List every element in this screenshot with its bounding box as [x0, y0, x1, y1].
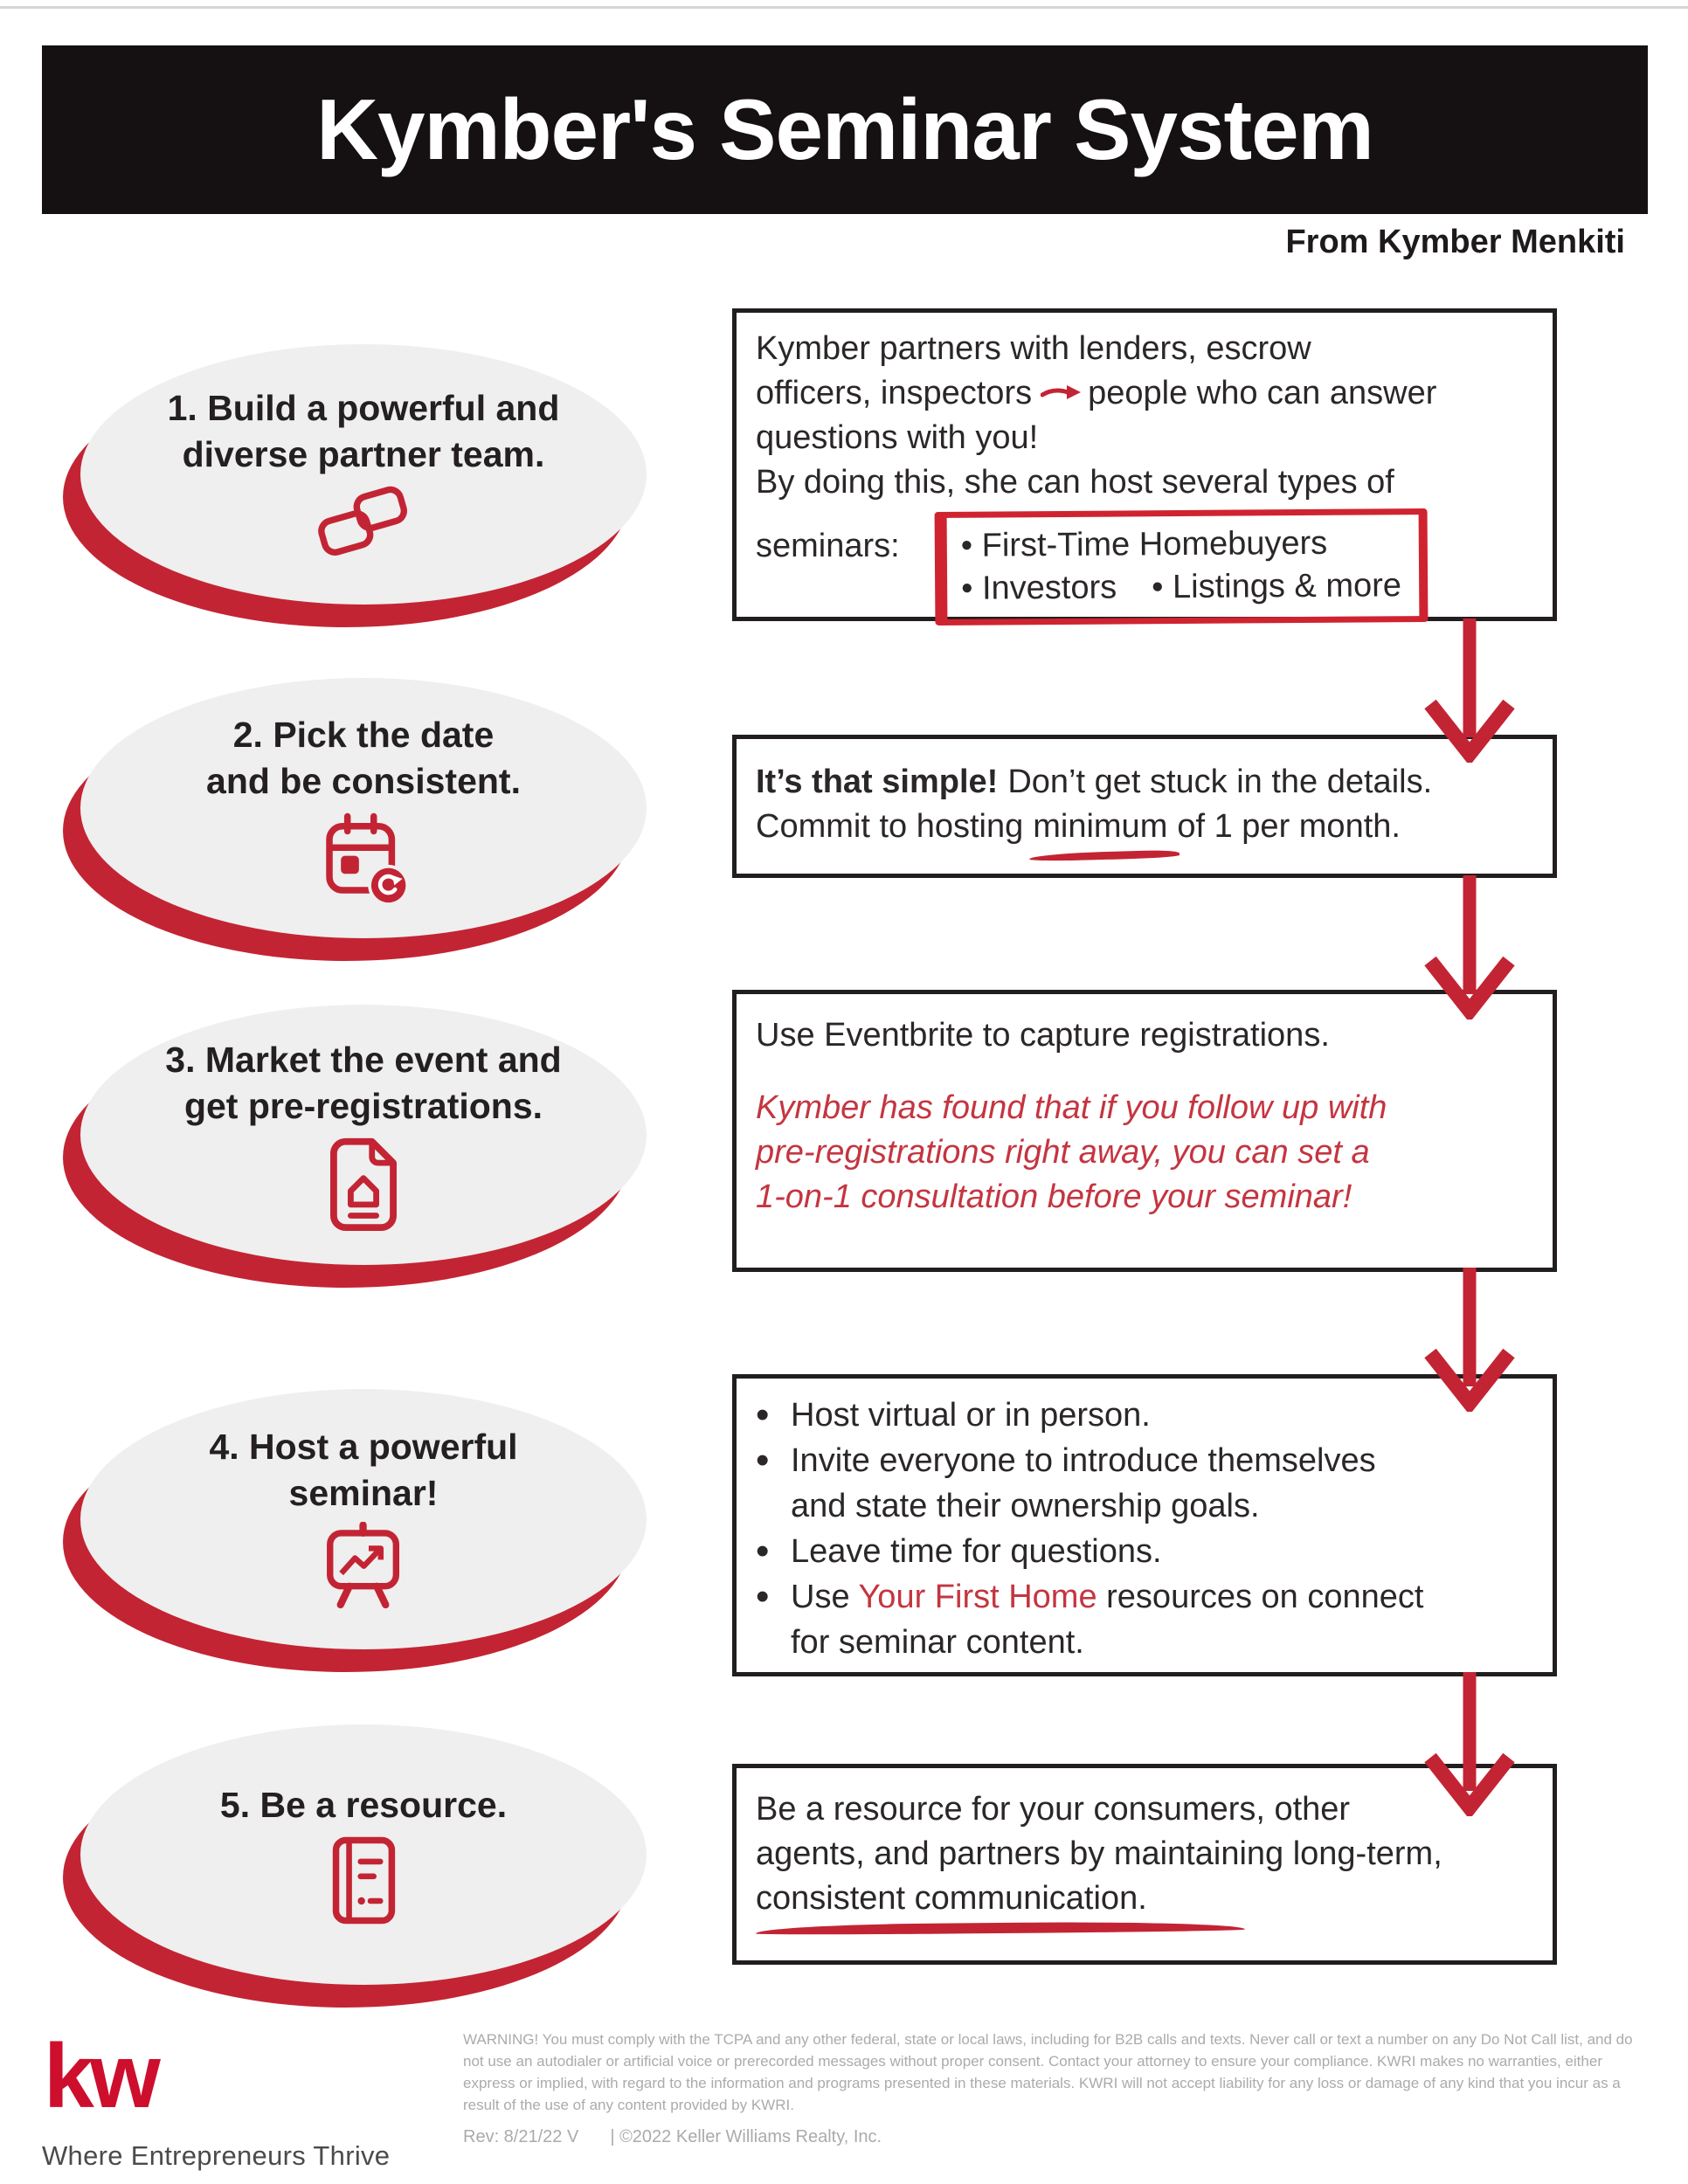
your-first-home-reference: Your First Home — [858, 1579, 1097, 1615]
step-4-label-line2: seminar! — [288, 1473, 439, 1513]
box1-line2-before: officers, inspectors — [756, 375, 1033, 411]
revision-date: Rev: 8/21/22 V — [463, 2127, 579, 2146]
seminar-type-1: • First-Time Homebuyers — [960, 524, 1328, 564]
seminar-type-row2 — [961, 564, 1401, 611]
box4-bullet-2-line2: and state their ownership goals. — [791, 1488, 1260, 1524]
book-icon — [324, 1834, 403, 1928]
step-3-detail-box — [732, 990, 1557, 1272]
flow-arrow-3-icon — [1417, 1268, 1522, 1412]
box4-bullet-3 — [756, 1529, 1535, 1574]
step-4-label — [209, 1424, 517, 1517]
kw-logo: kw — [44, 2026, 156, 2127]
step-4-bubble — [80, 1389, 647, 1649]
step-2-label — [206, 712, 521, 805]
box4-bullet-4-post: resources on connect — [1106, 1579, 1424, 1615]
step-2-content — [80, 678, 647, 938]
seminar-type-3: • Listings & more — [1151, 567, 1401, 606]
top-divider — [0, 6, 1688, 9]
step-1-label-line2: diverse partner team. — [182, 434, 545, 474]
kw-tagline: Where Entrepreneurs Thrive — [42, 2140, 391, 2171]
revision-line — [463, 2127, 882, 2147]
box1-seminars-label: seminars: — [756, 528, 900, 564]
box2-line1 — [756, 760, 1535, 805]
flow-arrow-2-icon — [1417, 875, 1522, 1019]
box4-bullet-4 — [756, 1574, 1535, 1665]
box4-bullet-3-text: Leave time for questions. — [791, 1533, 1162, 1570]
step-4-detail-box — [732, 1374, 1557, 1676]
bullet-dot: • — [756, 1393, 770, 1436]
box5-line2: agents, and partners by maintaining long-term, — [756, 1835, 1442, 1872]
step-5-bubble — [80, 1724, 647, 1985]
box4-bullet-4-line1 — [791, 1574, 1535, 1620]
compliance-warning-text: WARNING! You must comply with the TCPA and any other federal, state or local laws, including for B2B calls and texts. Never call or text a number on any Do Not Call list, and do not use an autodialer or artificial voice or prerecorded messages without proper consent. Contact your attorney to ensure your compliance. KWRI makes no warranties, either express or implied, with regard to the information and programs presented in these materials. KWRI will not accept liability for any loss or damage of any kind that you incur as a result of the use of any content provided by KWRI. — [463, 2031, 1633, 2113]
box4-bullet-4-text — [791, 1574, 1535, 1665]
bullet-dot: • — [756, 1530, 770, 1572]
right-arrow-icon — [1041, 381, 1081, 404]
bullet-dot: • — [756, 1439, 770, 1482]
box3-tip-line2: pre-registrations right away, you can set a — [756, 1134, 1370, 1171]
flow-arrow-4-icon — [1417, 1672, 1522, 1816]
step-3-bubble — [80, 1005, 647, 1265]
step-5-label-line1: 5. Be a resource. — [219, 1784, 508, 1825]
step-1-label-line1: 1. Build a powerful and — [167, 388, 560, 428]
box2-line2 — [756, 805, 1535, 849]
header-bar — [42, 45, 1648, 214]
step-1-content — [80, 344, 647, 605]
box5-line1: Be a resource for your consumers, other — [756, 1791, 1351, 1828]
box4-bullet-2-line1: Invite everyone to introduce themselves — [791, 1442, 1376, 1479]
box1-seminars-row — [756, 510, 1535, 624]
step-1-label — [168, 385, 560, 478]
box3-tip-note — [756, 1086, 1535, 1220]
box2-bold-lead: It’s that simple! — [756, 764, 999, 800]
bullet-dot: • — [756, 1575, 770, 1618]
box1-line3: questions with you! — [756, 419, 1039, 456]
box2-line1-rest: Don’t get stuck in the details. — [1007, 764, 1433, 800]
copyright-notice: | ©2022 Keller Williams Realty, Inc. — [610, 2127, 882, 2146]
presentation-chart-icon — [317, 1522, 410, 1614]
red-brush-underline — [756, 1921, 1245, 1936]
step-4-content — [80, 1389, 647, 1649]
step-2-label-line2: and be consistent. — [206, 761, 521, 801]
box4-bullet-2 — [756, 1438, 1535, 1529]
calendar-repeat-icon — [316, 810, 411, 904]
step-3-label-line1: 3. Market the event and — [165, 1040, 562, 1080]
box2-line2-end: of 1 per month. — [1177, 808, 1401, 845]
box1-line2 — [756, 371, 1535, 416]
box3-tip-line3: 1-on-1 consultation before your seminar! — [756, 1178, 1352, 1215]
box2-underlined-word: minimum — [1033, 805, 1167, 849]
step-5-content — [80, 1724, 647, 1985]
handshake-icon — [310, 483, 417, 563]
step-3-label-line2: get pre-registrations. — [183, 1086, 543, 1126]
step-2-bubble — [80, 678, 647, 938]
page-title: Kymber's Seminar System — [316, 81, 1373, 177]
step-2-label-line1: 2. Pick the date — [232, 715, 495, 755]
seminar-types-highlight-box — [934, 508, 1428, 625]
box4-bullet-1-text: Host virtual or in person. — [791, 1397, 1151, 1434]
box5-line3: consistent communication. — [756, 1880, 1147, 1917]
flyer-icon — [325, 1135, 402, 1233]
step-4-label-line1: 4. Host a powerful — [209, 1427, 518, 1467]
step-3-label — [165, 1037, 561, 1130]
step-3-content — [80, 1005, 647, 1265]
box1-line4: By doing this, she can host several types of — [756, 464, 1394, 501]
box1-line1: Kymber partners with lenders, escrow — [756, 330, 1311, 367]
box3-tip-line1: Kymber has found that if you follow up with — [756, 1089, 1387, 1126]
box3-heading: Use Eventbrite to capture registrations. — [756, 1017, 1330, 1054]
step-5-label — [220, 1782, 507, 1828]
box2-line2-start: Commit to hosting — [756, 808, 1024, 845]
box1-line2-after: people who can answer — [1088, 375, 1437, 411]
step-1-bubble — [80, 344, 647, 605]
box4-bullet-4-pre: Use — [791, 1579, 850, 1615]
step-1-detail-box — [732, 308, 1557, 621]
byline: From Kymber Menkiti — [1285, 224, 1625, 260]
box4-bullet-2-text — [791, 1438, 1535, 1529]
flow-arrow-1-icon — [1417, 619, 1522, 763]
box4-bullet-4-line2: for seminar content. — [791, 1624, 1084, 1661]
seminar-type-2: • Investors — [960, 569, 1117, 607]
